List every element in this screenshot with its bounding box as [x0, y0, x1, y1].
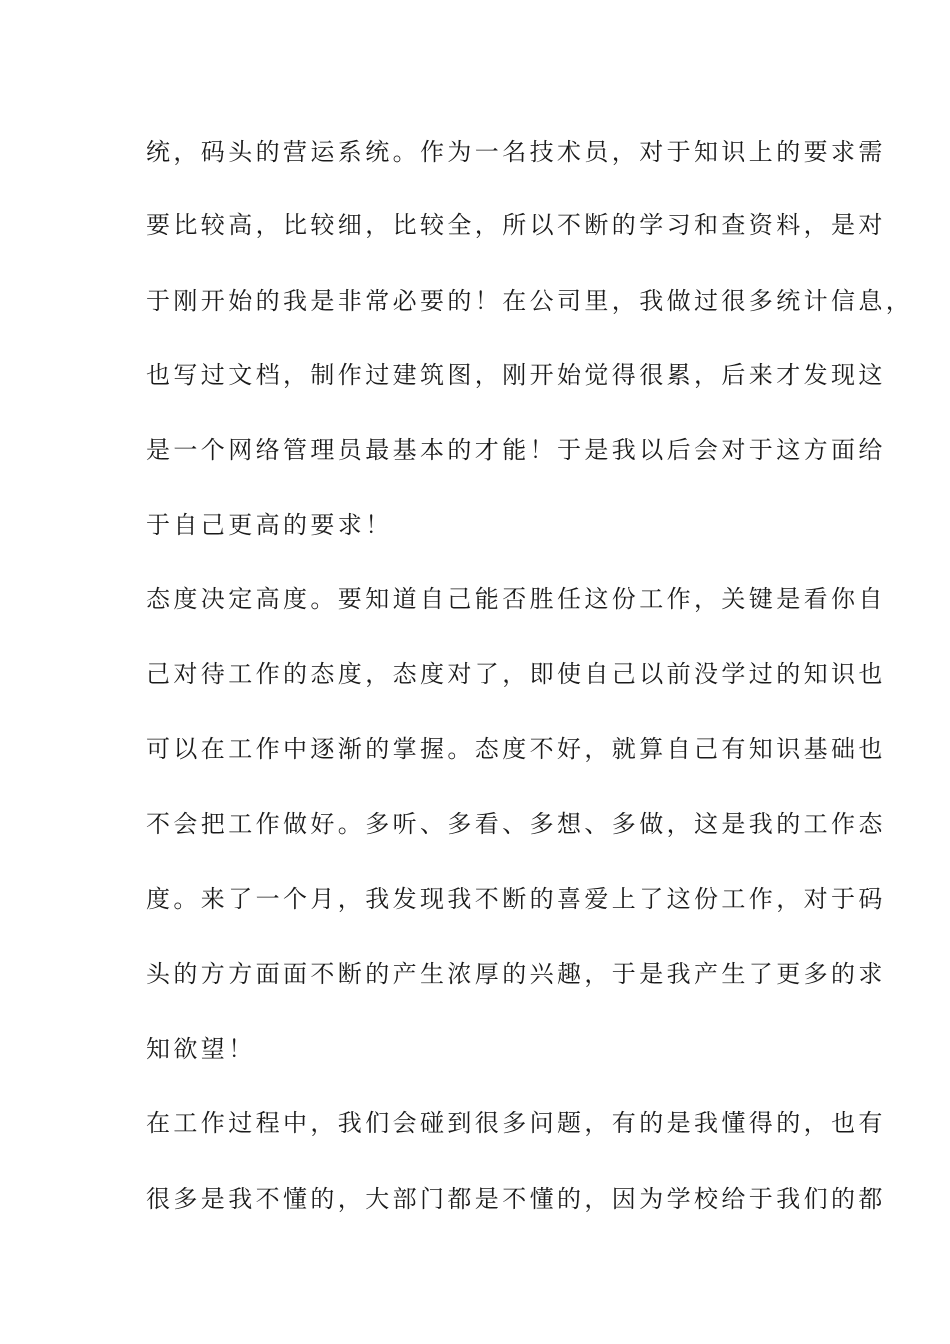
text-line: 于自己更高的要求！ [146, 511, 393, 539]
text-line: 可以在工作中逐渐的掌握。态度不好，就算自己有知识基础也 [146, 735, 886, 763]
text-line: 要比较高，比较细，比较全，所以不断的学习和查资料，是对 [146, 211, 886, 239]
text-line: 于刚开始的我是非常必要的！在公司里，我做过很多统计信息， [146, 287, 914, 315]
text-line: 头的方方面面不断的产生浓厚的兴趣，于是我产生了更多的求 [146, 960, 886, 988]
text-line: 在工作过程中，我们会碰到很多问题，有的是我懂得的，也有 [146, 1109, 886, 1137]
text-line: 己对待工作的态度，态度对了，即使自己以前没学过的知识也 [146, 660, 886, 688]
text-line: 态度决定高度。要知道自己能否胜任这份工作，关键是看你自 [146, 585, 886, 613]
text-line: 统，码头的营运系统。作为一名技术员，对于知识上的要求需 [146, 138, 886, 166]
text-line: 也写过文档，制作过建筑图，刚开始觉得很累，后来才发现这 [146, 361, 886, 389]
text-line: 度。来了一个月，我发现我不断的喜爱上了这份工作，对于码 [146, 885, 886, 913]
text-line: 很多是我不懂的，大部门都是不懂的，因为学校给于我们的都 [146, 1185, 886, 1213]
text-line: 不会把工作做好。多听、多看、多想、多做，这是我的工作态 [146, 810, 886, 838]
text-line: 知欲望！ [146, 1035, 256, 1063]
text-line: 是一个网络管理员最基本的才能！于是我以后会对于这方面给 [146, 436, 886, 464]
